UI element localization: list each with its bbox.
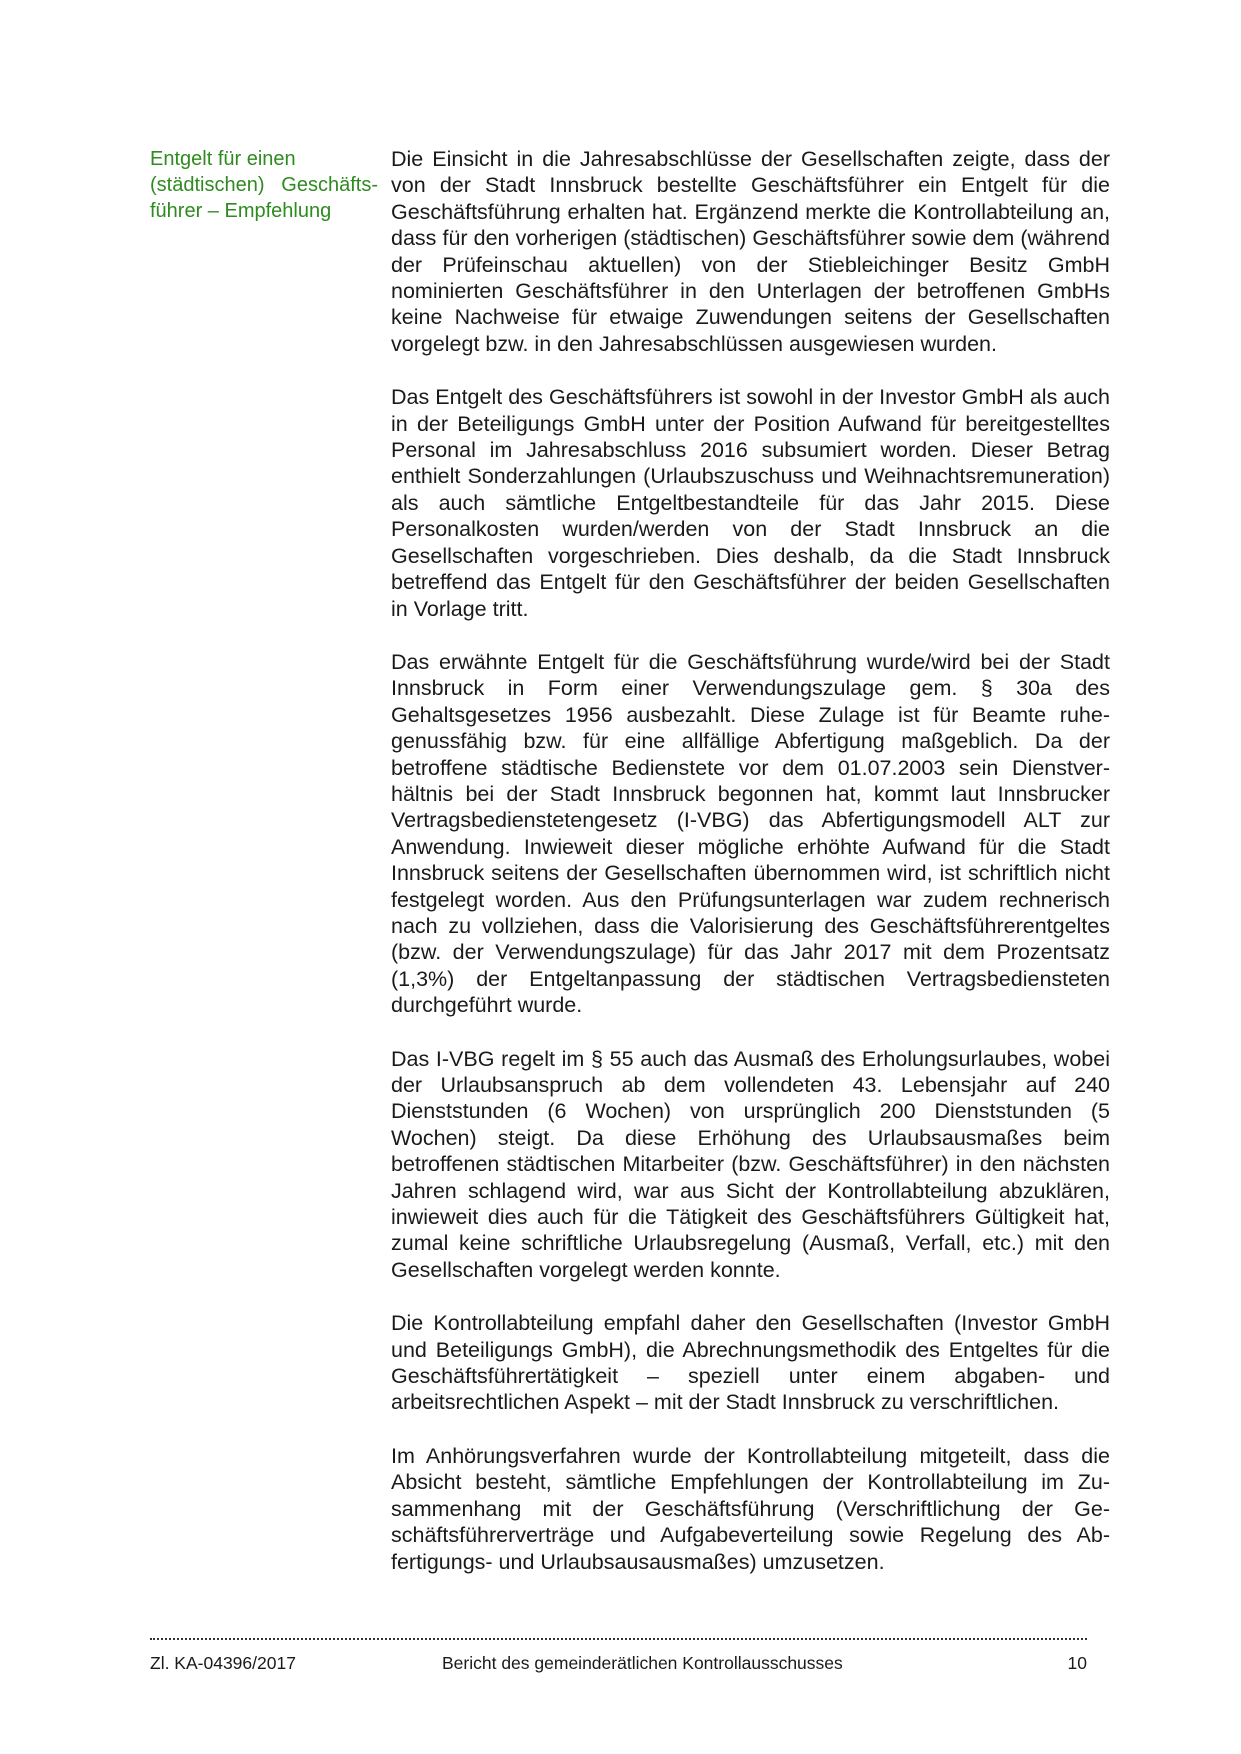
paragraph-3: Das erwähnte Entgelt für die Geschäftsführung wurde/wird bei der Stadt Innsbruck in Form einer Verwendungszulage gem. § 30a des Gehaltsgesetzes 1956 ausbezahlt. Diese Zulage ist für Beamte ruhegenussfähig bzw. für eine allfällige Abfertigung maßgeblich. Da der betroffene städtische Bedienstete vor dem 01.07.2003 sein Dienstverhältnis bei der Stadt Innsbruck begonnen hat, kommt laut Innsbrucker Vertragsbedienstetengesetz (I-VBG) das Abfertigungsmodell ALT zur Anwendung. Inwieweit dieser mögliche erhöhte Aufwand für die Stadt Innsbruck seitens der Gesellschaften übernommen wird, ist schriftlich nicht festgelegt worden. Aus den Prüfungsunterlagen war zudem rechnerisch nach zu vollziehen, dass die Valorisierung des Geschäftsführerentgeltes (bzw. der Verwendungszulage) für das Jahr 2017 mit dem Prozentsatz (1,3%) der Entgeltanpassung der städtischen Vertragsbediensteten durchgeführt wurde. <box>391 649 1110 1018</box>
margin-heading <box>150 146 380 224</box>
footer-title: Bericht des gemeinderätlichen Kontrollausschusses <box>442 1653 843 1673</box>
paragraph-6: Im Anhörungsverfahren wurde der Kontrollabteilung mitgeteilt, dass die Absicht besteht, sämtliche Empfehlungen der Kontrollabteilung im Zusammenhang mit der Geschäftsführung (Verschriftlichung der Geschäftsführerverträge und Aufgabeverteilung sowie Regelung des Abfertigungs- und Urlaubsausausmaßes) umzusetzen. <box>391 1443 1110 1574</box>
footer-dotted-rule <box>150 1638 1087 1640</box>
page-number: 10 <box>1067 1653 1087 1673</box>
body-text <box>391 146 1110 1602</box>
paragraph-1: Die Einsicht in die Jahresabschlüsse der Gesellschaften zeigte, dass der von der Stadt Innsbruck bestellte Geschäftsführer ein Entgelt für die Geschäftsführung erhalten hat. Ergänzend merkte die Kontrollabteilung an, dass für den vorherigen (städtischen) Geschäftsführer sowie dem (während der Prüfeinschau aktuellen) von der Stiebleichinger Besitz GmbH nominierten Geschäftsführer in den Unterlagen der betroffenen GmbHs keine Nachweise für etwaige Zuwendungen seitens der Gesellschaften vorgelegt bzw. in den Jahresabschlüssen ausgewiesen wurden. <box>391 147 1110 356</box>
margin-heading-line-3: führer – Empfehlung <box>150 200 332 222</box>
paragraph-5: Die Kontrollabteilung empfahl daher den Gesellschaften (Investor GmbH und Beteiligungs GmbH), die Abrechnungsmethodik des Entgeltes für die Geschäftsführertätigkeit – speziell unter einem abgaben- und arbeitsrechtlichen Aspekt – mit der Stadt Innsbruck zu verschriftlichen. <box>391 1311 1110 1415</box>
paragraph-4: Das I-VBG regelt im § 55 auch das Ausmaß des Erholungsurlaubes, wobei der Urlaubsanspruch ab dem vollendeten 43. Lebensjahr auf 240 Dienststunden (6 Wochen) von ursprünglich 200 Dienststunden (5 Wochen) steigt. Da diese Erhöhung des Urlaubsausmaßes beim betroffenen städtischen Mitarbeiter (bzw. Geschäftsführer) in den nächsten Jahren schlagend wird, war aus Sicht der Kontrollabteilung abzuklären, inwieweit dies auch für die Tätigkeit des Geschäftsführers Gültigkeit hat, zumal keine schriftliche Urlaubsregelung (Ausmaß, Verfall, etc.) mit den Gesellschaften vorgelegt werden konnte. <box>391 1046 1110 1282</box>
margin-heading-line-2: (städtischen) Geschäfts- <box>150 174 378 196</box>
margin-heading-line-1: Entgelt für einen <box>150 148 296 170</box>
footer-reference: Zl. KA-04396/2017 <box>150 1653 296 1673</box>
page-footer <box>150 1653 1087 1679</box>
paragraph-2: Das Entgelt des Geschäftsführers ist sowohl in der Investor GmbH als auch in der Beteiligungs GmbH unter der Position Aufwand für bereitgestelltes Personal im Jahresabschluss 2016 subsumiert worden. Dieser Betrag enthielt Sonderzahlungen (Urlaubszuschuss und Weihnachtsremuneration) als auch sämtliche Entgeltbestandteile für das Jahr 2015. Diese Personalkosten wurden/werden von der Stadt Innsbruck an die Gesellschaften vorgeschrieben. Dies deshalb, da die Stadt Innsbruck betreffend das Entgelt für den Geschäftsführer der beiden Gesellschaften in Vorlage tritt. <box>391 385 1110 621</box>
